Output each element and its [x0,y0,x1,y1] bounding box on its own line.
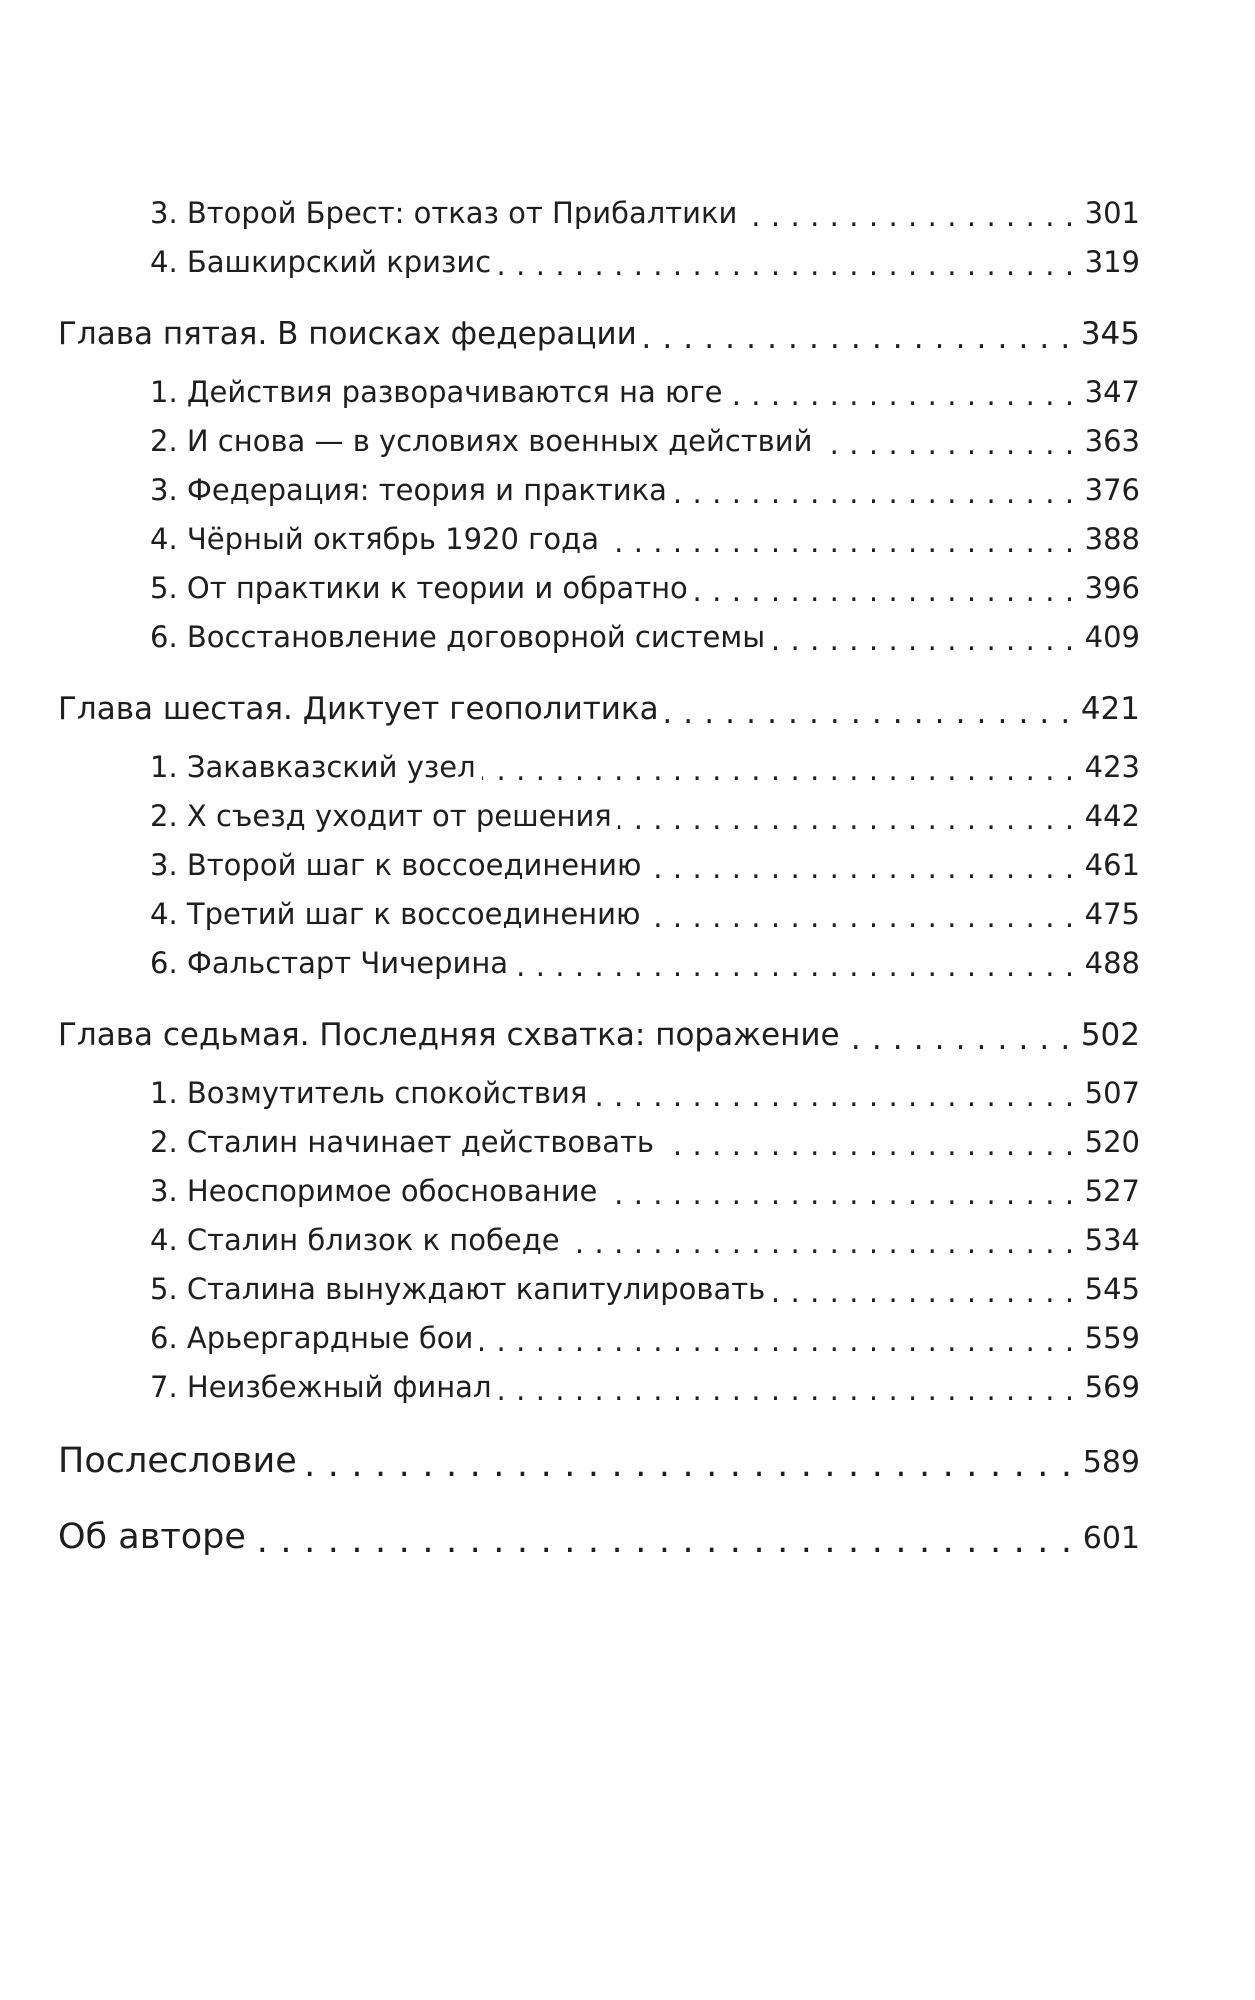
toc-entry-title: 6. Восстановление договорной системы [150,620,766,654]
toc-entry[interactable] [150,799,1140,833]
toc-chapter[interactable] [58,1017,1140,1053]
toc-entry[interactable] [150,1272,1140,1306]
toc-entry-title: 1. Действия разворачиваются на юге [150,375,723,409]
toc-entry-page: 376 [1084,473,1140,507]
toc-entry-title: 3. Неоспоримое обоснование [150,1174,598,1208]
toc-entry-title: 3. Федерация: теория и практика [150,473,667,507]
dot-leader [771,623,1074,652]
dot-leader [618,802,1075,831]
toc-entry-title: 1. Возмутитель спокойствия [150,1076,588,1110]
toc-entry[interactable] [150,1125,1140,1159]
toc-chapter[interactable] [58,691,1140,727]
toc-entry[interactable] [150,1321,1140,1355]
dot-leader [646,900,1074,929]
toc-chapter-title: Глава шестая. Диктует геополитика [58,691,659,727]
dot-leader [514,949,1075,978]
dot-leader [566,1226,1075,1255]
toc-entry-page: 488 [1084,946,1140,980]
toc-entry[interactable] [150,620,1140,654]
toc-chapter-title: Глава пятая. В поисках федерации [58,316,637,352]
toc-entry-page: 569 [1084,1370,1140,1404]
toc-entry-title: 2. X съезд уходит от решения [150,799,612,833]
toc-entry-page: 347 [1084,375,1140,409]
toc-afterword-title: Послесловие [58,1441,297,1481]
dot-leader [728,378,1074,407]
dot-leader [660,1128,1075,1157]
toc-entry[interactable] [150,1076,1140,1110]
toc-entry[interactable] [150,424,1140,458]
toc-entry-title: 5. От практики к теории и обратно [150,571,688,605]
toc-entry-page: 396 [1084,571,1140,605]
toc-entry-page: 534 [1084,1223,1140,1257]
dot-leader [665,695,1071,726]
toc-entry-title: 2. И снова — в условиях военных действий [150,424,813,458]
toc-entry-title: 4. Сталин близок к победе [150,1223,560,1257]
toc-chapter-page: 502 [1080,1017,1140,1053]
toc-entry[interactable] [150,196,1140,230]
toc-entry-page: 363 [1084,424,1140,458]
toc-entry-page: 475 [1084,897,1140,931]
toc-entry-page: 423 [1084,750,1140,784]
toc-entry-page: 507 [1084,1076,1140,1110]
toc-about-author-page: 601 [1082,1521,1140,1556]
toc-entry[interactable] [150,946,1140,980]
toc-entry[interactable] [150,1174,1140,1208]
toc-entry[interactable] [150,848,1140,882]
toc-about-author-title: Об авторе [58,1517,246,1557]
dot-leader [643,320,1071,351]
toc-entry[interactable] [150,1223,1140,1257]
dot-leader [497,248,1074,277]
dot-leader [647,851,1074,880]
toc-chapter[interactable] [58,316,1140,352]
dot-leader [252,1521,1073,1556]
toc-entry-title: 5. Сталина вынуждают капитулировать [150,1272,766,1306]
toc-entry-page: 545 [1084,1272,1140,1306]
toc-entry[interactable] [150,522,1140,556]
toc-afterword[interactable] [58,1441,1140,1481]
toc-entry-title: 1. Закавказский узел [150,750,476,784]
toc-entry-title: 4. Башкирский кризис [150,245,492,279]
toc-entry[interactable] [150,897,1140,931]
dot-leader [498,1373,1075,1402]
toc-entry[interactable] [150,473,1140,507]
dot-leader [603,1177,1074,1206]
dot-leader [593,1079,1074,1108]
toc-entry[interactable] [150,375,1140,409]
dot-leader [605,525,1075,554]
toc-entry-title: 4. Чёрный октябрь 1920 года [150,522,599,556]
toc-entry-page: 301 [1084,196,1140,230]
toc-afterword-page: 589 [1082,1445,1140,1480]
toc-entry-title: 4. Третий шаг к воссоединению [150,897,641,931]
toc-entry-page: 520 [1084,1125,1140,1159]
toc-entry[interactable] [150,1370,1140,1404]
toc-entry-title: 6. Фальстарт Чичерина [150,946,509,980]
toc-entry-title: 2. Сталин начинает действовать [150,1125,655,1159]
toc-entry-page: 442 [1084,799,1140,833]
toc-about-author[interactable] [58,1517,1140,1557]
dot-leader [846,1021,1071,1052]
toc-chapter-title: Глава седьмая. Последняя схватка: поражение [58,1017,840,1053]
toc-entry-title: 3. Второй шаг к воссоединению [150,848,642,882]
toc-entry-page: 319 [1084,245,1140,279]
dot-leader [694,574,1075,603]
dot-leader [771,1275,1074,1304]
toc-entry-title: 3. Второй Брест: отказ от Прибалтики [150,196,738,230]
toc-entry-title: 6. Арьергардные бои [150,1321,474,1355]
dot-leader [482,753,1075,782]
toc-entry[interactable] [150,571,1140,605]
toc-entry[interactable] [150,750,1140,784]
toc-entry-page: 388 [1084,522,1140,556]
toc-chapter-page: 345 [1080,316,1140,352]
toc-entry-page: 527 [1084,1174,1140,1208]
dot-leader [743,199,1074,228]
toc-entry-page: 559 [1084,1321,1140,1355]
dot-leader [303,1445,1073,1480]
dot-leader [673,476,1075,505]
toc-entry-page: 461 [1084,848,1140,882]
toc-chapter-page: 421 [1080,691,1140,727]
dot-leader [479,1324,1074,1353]
toc-entry-title: 7. Неизбежный финал [150,1370,492,1404]
dot-leader [818,427,1074,456]
toc-entry-page: 409 [1084,620,1140,654]
toc-entry[interactable] [150,245,1140,279]
